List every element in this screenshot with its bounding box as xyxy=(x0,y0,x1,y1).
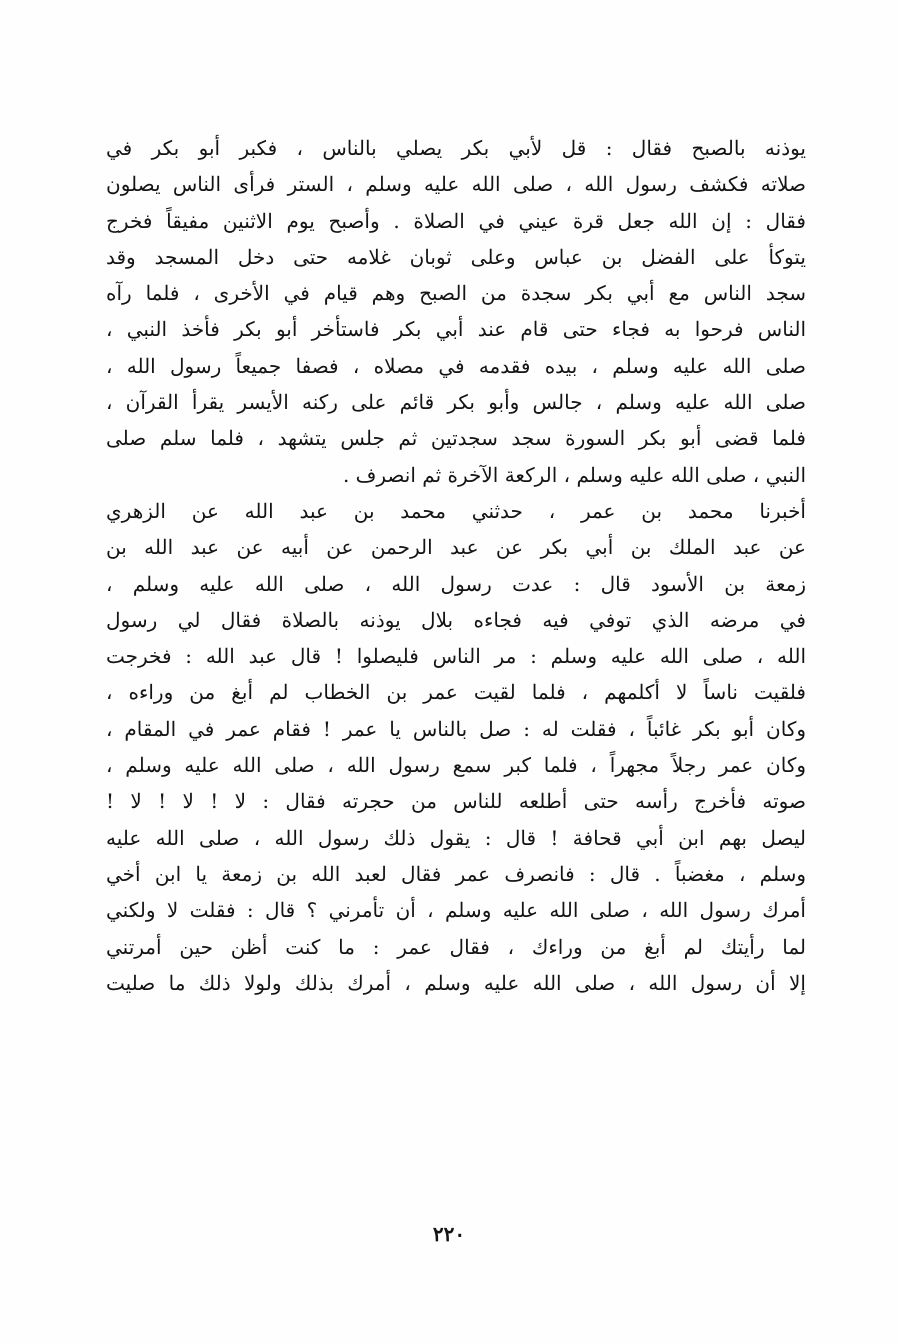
text-line: صلى الله عليه وسلم ، جالس وأبو بكر قائم على ركنه الأيسر يقرأ القرآن ، xyxy=(106,390,806,415)
paragraph-1 xyxy=(106,130,806,493)
text-line: فلقيت ناساً لا أكلمهم ، فلما لقيت عمر بن الخطاب لم أبغ من وراءه ، xyxy=(106,680,806,705)
text-line: عن عبد الملك بن أبي بكر عن عبد الرحمن عن أبيه عن عبد الله بن xyxy=(106,535,806,560)
text-line: أخبرنا محمد بن عمر ، حدثني محمد بن عبد الله عن الزهري xyxy=(106,498,806,523)
text-line: وكان أبو بكر غائباً ، فقلت له : صل بالناس يا عمر ! فقام عمر في المقام ، xyxy=(106,716,806,741)
text-line: ليصل بهم ابن أبي قحافة ! قال : يقول ذلك رسول الله ، صلى الله عليه xyxy=(106,825,806,850)
text-line: الله ، صلى الله عليه وسلم : مر الناس فليصلوا ! قال عبد الله : فخرجت xyxy=(106,644,806,669)
text-line: وكان عمر رجلاً مجهراً ، فلما كبر سمع رسول الله ، صلى الله عليه وسلم ، xyxy=(106,753,806,778)
text-line: صلاته فكشف رسول الله ، صلى الله عليه وسلم ، الستر فرأى الناس يصلون xyxy=(106,172,806,197)
text-line: يوذنه بالصبح فقال : قل لأبي بكر يصلي بالناس ، فكبر أبو بكر في xyxy=(106,136,806,160)
text-line: النبي ، صلى الله عليه وسلم ، الركعة الآخرة ثم انصرف . xyxy=(342,462,806,487)
text-line: سجد الناس مع أبي بكر سجدة من الصبح وهم قيام في الأخرى ، فلما رآه xyxy=(106,281,806,306)
text-line: وسلم ، مغضباً . قال : فانصرف عمر فقال لعبد الله بن زمعة يا ابن أخي xyxy=(106,861,806,886)
text-line: صوته فأخرج رأسه حتى أطلعه للناس من حجرته فقال : لا ! لا ! لا ! xyxy=(106,789,806,814)
text-line: زمعة بن الأسود قال : عدت رسول الله ، صلى الله عليه وسلم ، xyxy=(106,571,806,596)
text-line: يتوكأ على الفضل بن عباس وعلى ثوبان غلامه حتى دخل المسجد وقد xyxy=(106,244,806,269)
text-line: في مرضه الذي توفي فيه فجاءه بلال يوذنه بالصلاة فقال لي رسول xyxy=(106,607,806,632)
text-line: أمرك رسول الله ، صلى الله عليه وسلم ، أن تأمرني ؟ قال : فقلت لا ولكني xyxy=(106,898,806,923)
page-body-text xyxy=(106,130,806,1001)
text-line: لما رأيتك لم أبغ من وراءك ، فقال عمر : ما كنت أظن حين أمرتني xyxy=(106,934,806,959)
text-line: صلى الله عليه وسلم ، بيده فقدمه في مصلاه ، فصفا جميعاً رسول الله ، xyxy=(106,353,806,378)
text-line: الناس فرحوا به فجاء حتى قام عند أبي بكر فاستأخر أبو بكر فأخذ النبي ، xyxy=(106,317,806,342)
text-line: إلا أن رسول الله ، صلى الله عليه وسلم ، أمرك بذلك ولولا ذلك ما صليت xyxy=(106,970,806,995)
paragraph-2 xyxy=(106,493,806,1001)
page-number: ٢٢٠ xyxy=(432,1222,466,1246)
text-line: فلما قضى أبو بكر السورة سجد سجدتين ثم جلس يتشهد ، فلما سلم صلى xyxy=(106,426,806,451)
text-line: فقال : إن الله جعل قرة عيني في الصلاة . وأصبح يوم الاثنين مفيقاً فخرج xyxy=(106,208,806,233)
